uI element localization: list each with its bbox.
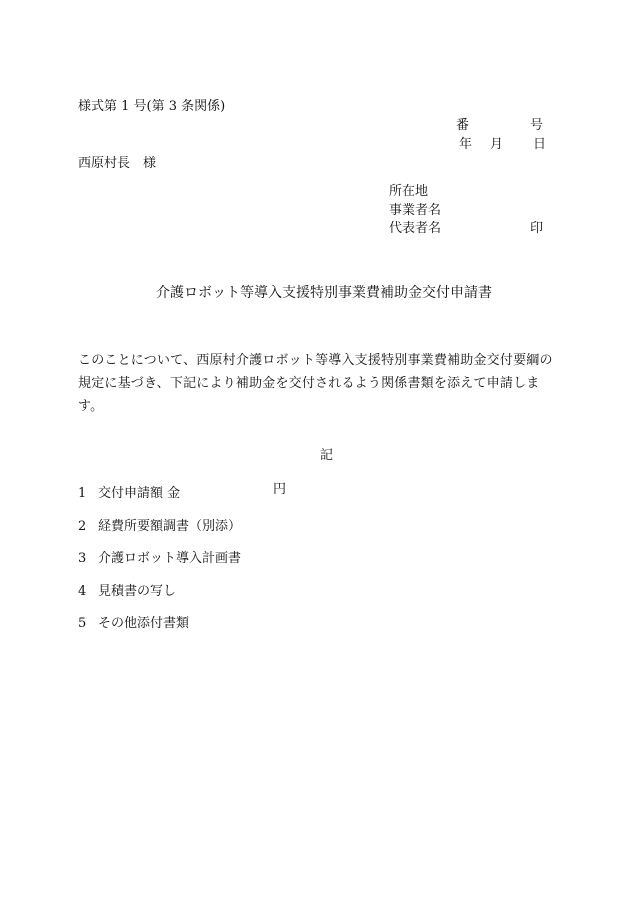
item-text: 経費所要額調書（別添） (98, 519, 242, 534)
list-item (78, 482, 180, 501)
item-text: その他添付書類 (98, 616, 190, 631)
representative-label: 代表者名 (389, 221, 442, 236)
item-number: 2 (78, 519, 87, 534)
item-number: 1 (78, 486, 87, 501)
document-title: 介護ロボット等導入支援特別事業費補助金交付申請書 (156, 285, 492, 301)
list-item (78, 612, 189, 631)
go-label: 号 (530, 118, 544, 133)
list-item (78, 547, 241, 566)
yen-label: 円 (273, 482, 287, 497)
day-label: 日 (533, 137, 547, 152)
item-number: 3 (78, 551, 87, 566)
business-name-label: 事業者名 (389, 203, 442, 218)
form-number: 様式第 1 号(第 3 条関係) (78, 99, 226, 114)
item-number: 5 (78, 616, 87, 631)
list-item (78, 515, 241, 534)
item-text: 見積書の写し (98, 584, 177, 599)
month-label: 月 (490, 137, 504, 152)
item-number: 4 (78, 584, 87, 599)
body-paragraph: このことについて、西原村介護ロボット等導入支援特別事業費補助金交付要綱の規定に基づき、下記により補助金を交付されるよう関係書類を添えて申請します。 (78, 353, 553, 414)
list-item (78, 580, 176, 599)
item-text: 交付申請額 金 (98, 486, 181, 501)
ki-heading: 記 (320, 448, 334, 463)
year-label: 年 (459, 137, 473, 152)
address-label: 所在地 (389, 184, 429, 199)
ban-label: 番 (456, 118, 470, 133)
seal-mark: 印 (530, 221, 544, 236)
item-text: 介護ロボット導入計画書 (98, 551, 242, 566)
recipient: 西原村長 様 (78, 156, 157, 171)
